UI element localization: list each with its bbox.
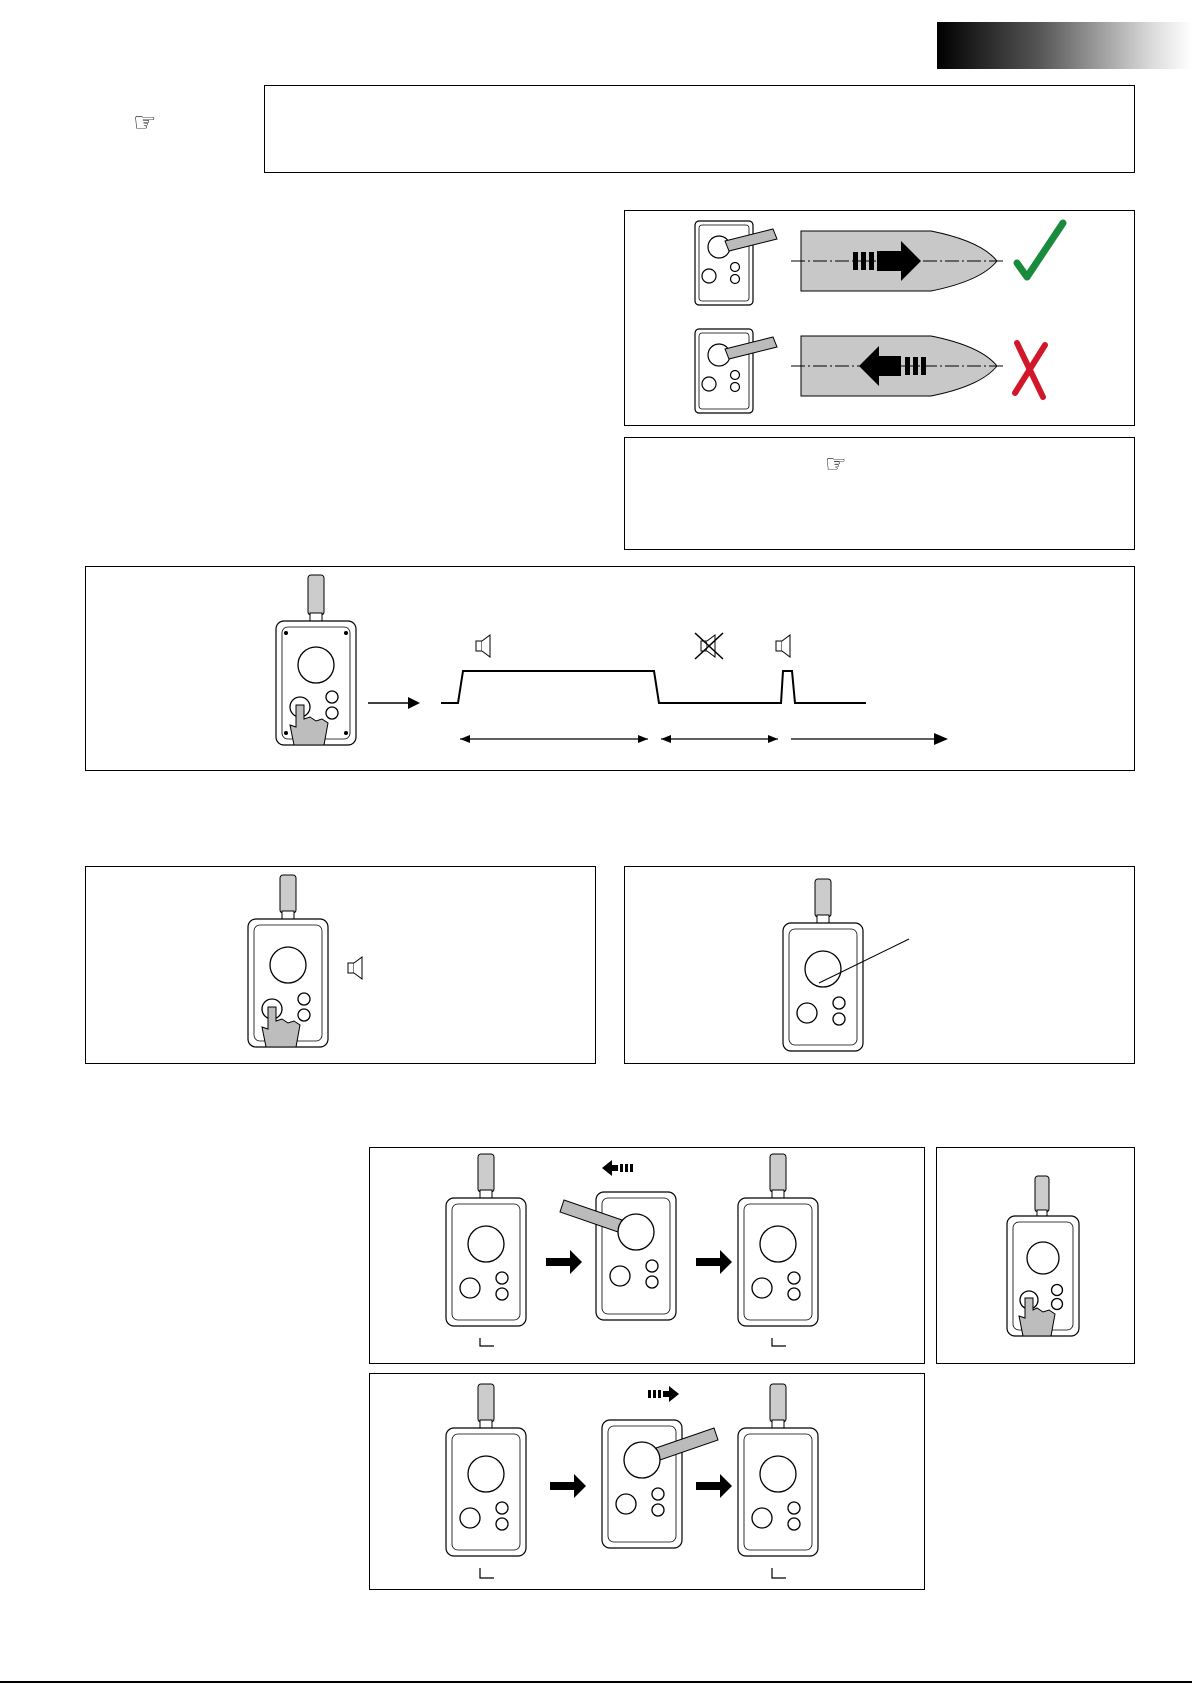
note-box bbox=[624, 437, 1135, 550]
signal-waveform bbox=[441, 671, 866, 703]
boat-forward bbox=[791, 231, 1006, 291]
reverse-indicator-icon bbox=[602, 1160, 633, 1176]
sequence-forward-panel bbox=[369, 1373, 925, 1590]
green-checkmark-icon bbox=[1017, 223, 1063, 277]
press-button-small-diagram bbox=[937, 1148, 1136, 1365]
duration-arrow-1 bbox=[460, 735, 648, 743]
header-tab bbox=[937, 22, 1192, 69]
pointing-hand-icon: ☞ bbox=[133, 108, 157, 138]
red-cross-icon bbox=[1015, 343, 1045, 397]
forward-indicator-icon bbox=[648, 1386, 679, 1402]
indicator-panel bbox=[624, 866, 1135, 1064]
duration-arrow-2 bbox=[661, 735, 778, 743]
speaker-muted-icon bbox=[695, 633, 723, 659]
speaker-icon bbox=[776, 635, 790, 657]
direction-panel bbox=[624, 210, 1135, 426]
press-button-diagram bbox=[86, 867, 597, 1065]
sequence-reverse-panel bbox=[369, 1147, 925, 1364]
control-panel-reverse bbox=[695, 329, 777, 413]
direction-diagram bbox=[625, 211, 1136, 427]
duration-arrow-3 bbox=[791, 733, 948, 745]
pointing-hand-icon: ☞ bbox=[825, 450, 847, 478]
timing-diagram bbox=[86, 567, 1136, 772]
press-button-panel bbox=[85, 866, 596, 1064]
sequence-reverse-diagram bbox=[370, 1148, 926, 1365]
timing-panel bbox=[85, 566, 1135, 771]
control-panel-forward bbox=[695, 221, 777, 305]
notice-box bbox=[264, 85, 1135, 173]
boat-reverse bbox=[791, 336, 1006, 396]
speaker-icon bbox=[476, 635, 490, 657]
speaker-icon bbox=[348, 957, 362, 979]
press-button-small-panel bbox=[936, 1147, 1135, 1364]
control-panel-press bbox=[276, 575, 356, 745]
indicator-diagram bbox=[625, 867, 1136, 1065]
sequence-forward-diagram bbox=[370, 1374, 926, 1591]
footer-rule bbox=[0, 1681, 1192, 1683]
